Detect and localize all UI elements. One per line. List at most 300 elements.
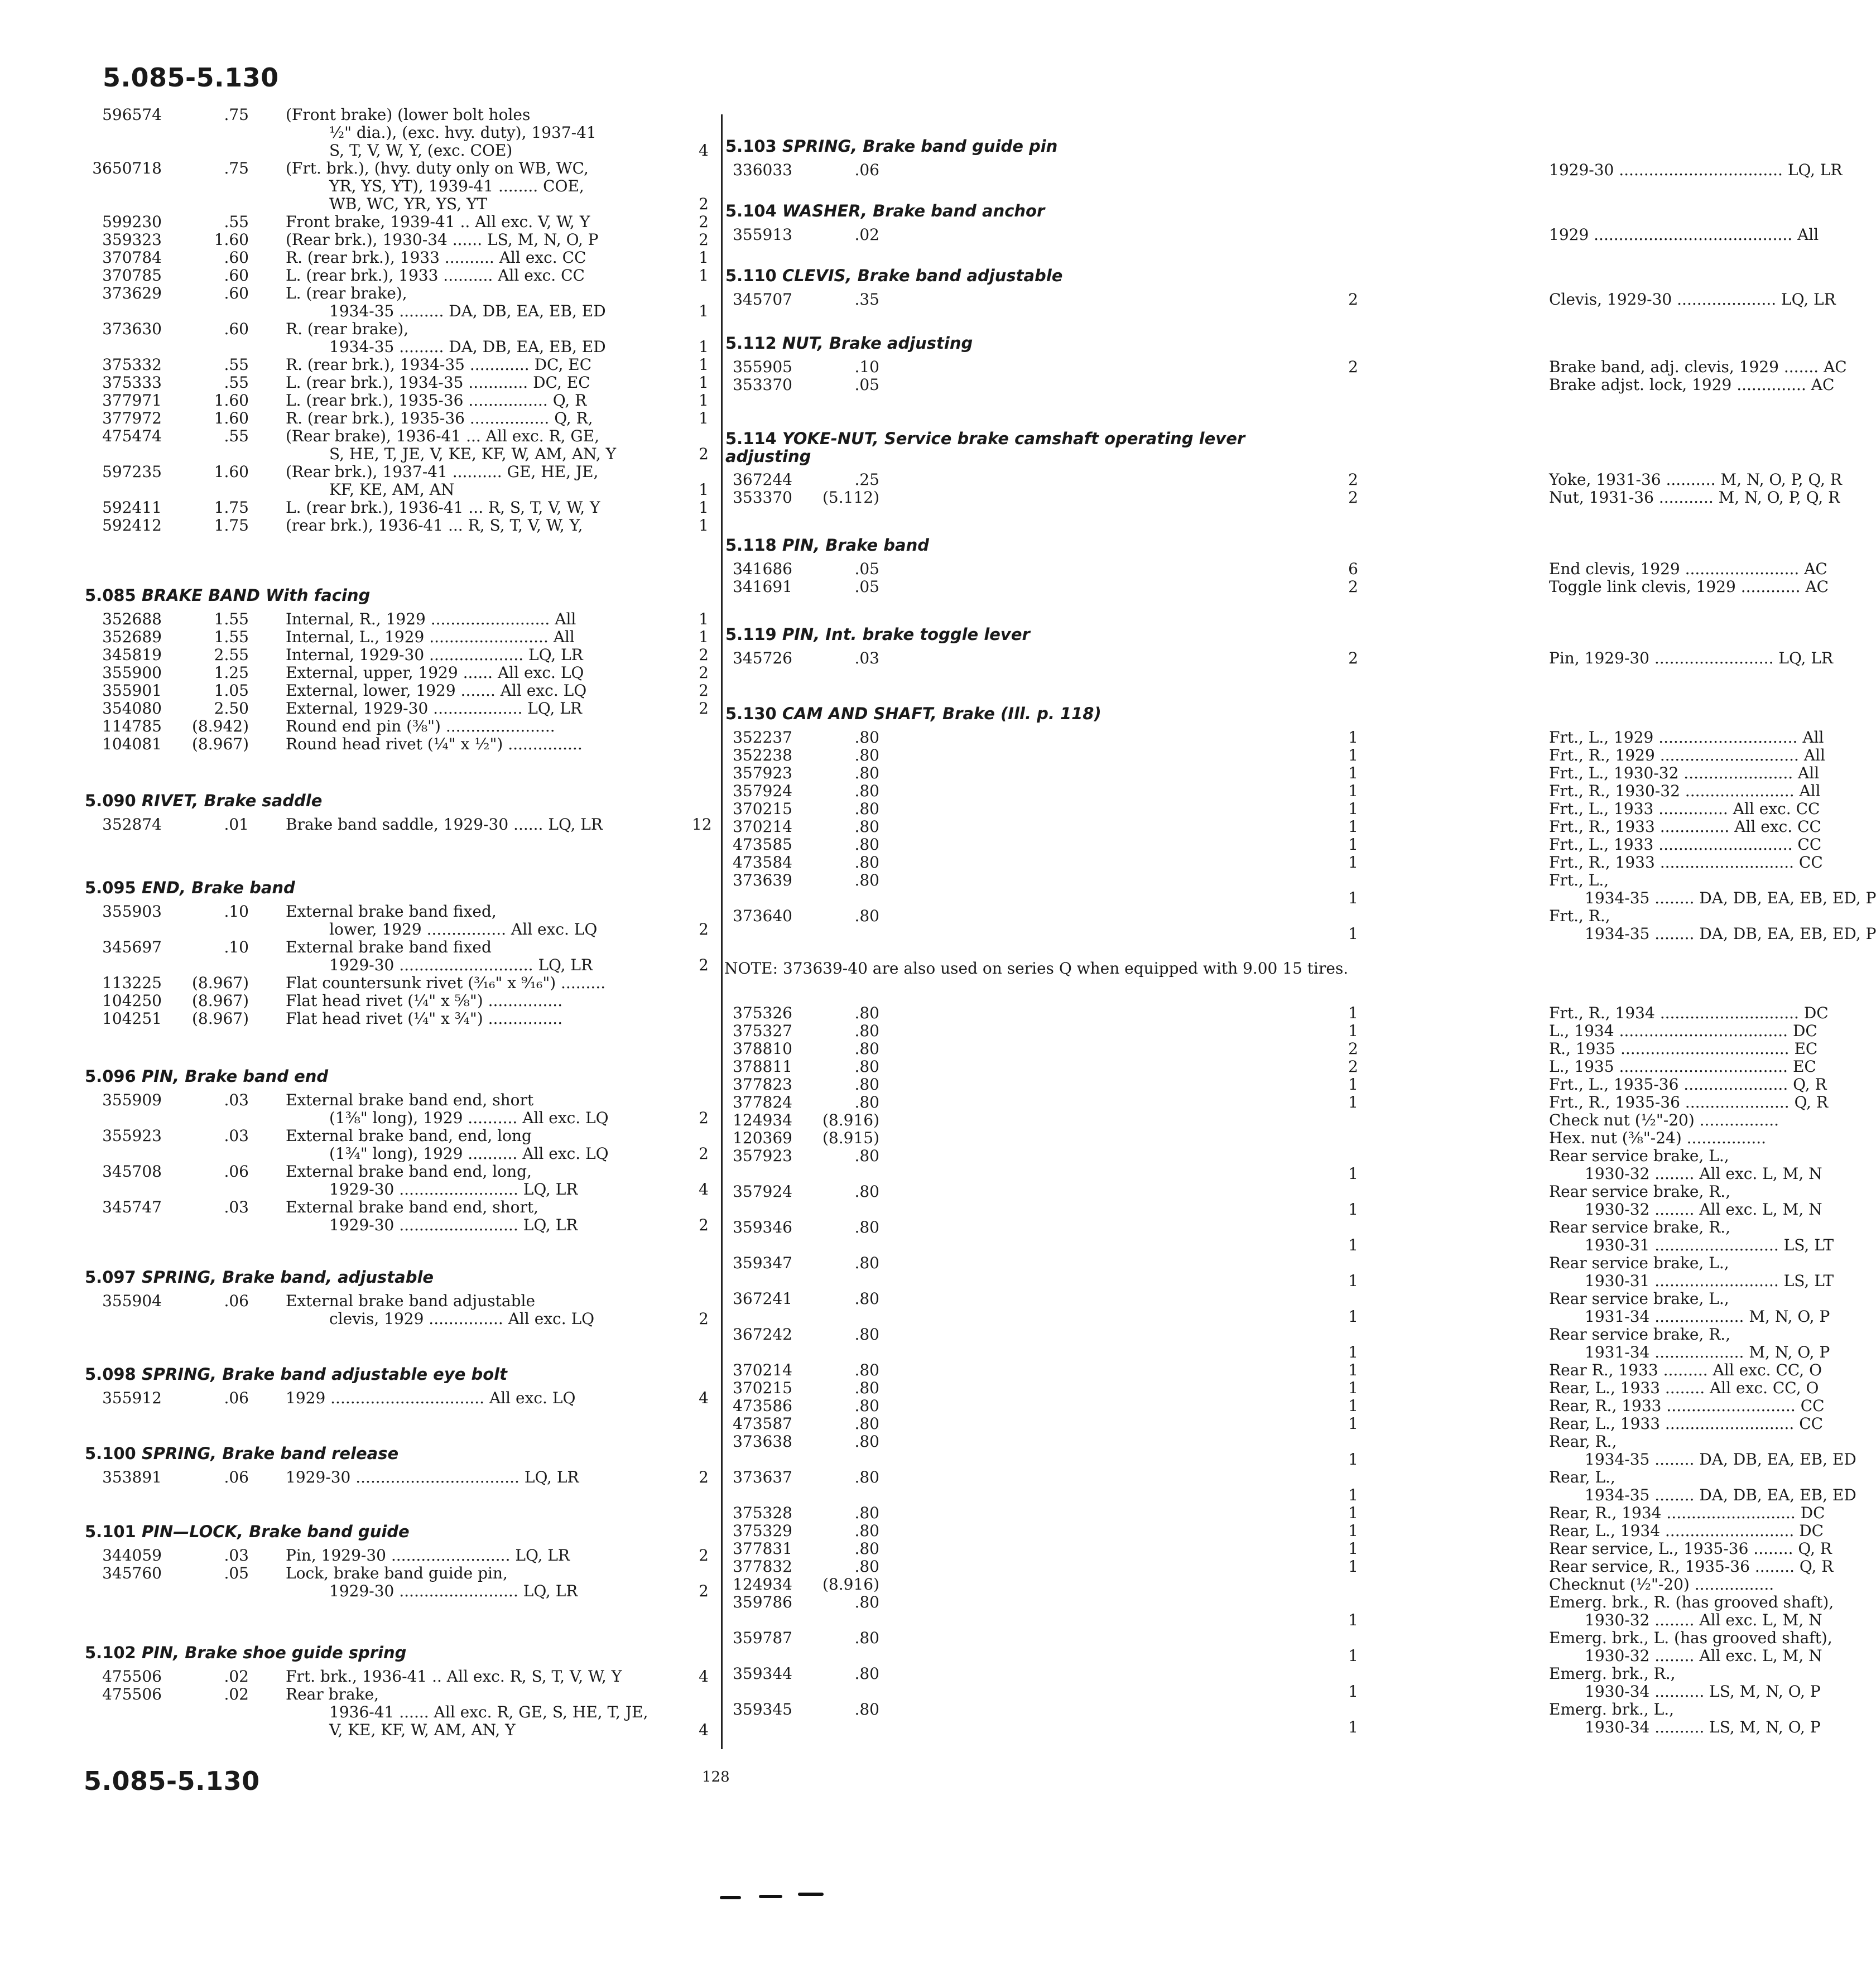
- part-number: 359786: [733, 1593, 792, 1611]
- part-quantity: 1: [1348, 1611, 1358, 1629]
- part-row: [692, 355, 1847, 376]
- part-number: 596574: [102, 105, 162, 124]
- section-code: 5.098: [85, 1365, 142, 1384]
- part-description: Rear brake,: [286, 1685, 379, 1703]
- part-price: (8.915): [822, 1129, 879, 1147]
- part-quantity: 1: [699, 338, 709, 356]
- part-number: 353370: [733, 488, 792, 507]
- part-price: .10: [224, 938, 249, 956]
- part-price: .80: [854, 1182, 879, 1201]
- section-code: 5.119: [725, 625, 782, 644]
- part-quantity: 1: [699, 248, 709, 267]
- part-price: .80: [854, 1700, 879, 1718]
- part-description: Front brake, 1939-41 .. All exc. V, W, Y: [286, 213, 590, 231]
- part-price: (8.967): [191, 1009, 249, 1028]
- part-price: .05: [854, 560, 879, 578]
- part-row: [692, 1575, 1774, 1594]
- part-description: 1929-30 ................................. LQ, LR: [286, 1468, 579, 1486]
- section-heading-5-112: [725, 334, 973, 353]
- part-number: 377831: [733, 1539, 792, 1558]
- part-description: Frt., L., 1933 ........................... CC: [1549, 835, 1822, 854]
- part-number: 377824: [733, 1093, 792, 1111]
- part-description: 1934-35 ........ DA, DB, EA, EB, ED, P: [1585, 889, 1876, 907]
- part-price: .80: [854, 1004, 879, 1022]
- part-description: Frt. brk., 1936-41 .. All exc. R, S, T, V, W, Y: [286, 1667, 622, 1686]
- part-price: 1.60: [214, 409, 249, 427]
- part-description: Brake adjst. lock, 1929 .............. AC: [1549, 376, 1835, 394]
- part-description: R. (rear brk.), 1933 .......... All exc. CC: [286, 248, 586, 267]
- part-quantity: 1: [699, 480, 709, 499]
- part-description: Rear, L., 1933 .......................... CC: [1549, 1414, 1824, 1433]
- part-description: L., 1935 .................................. EC: [1549, 1057, 1816, 1076]
- part-price: .80: [854, 1593, 879, 1611]
- part-description: WB, WC, YR, YS, YT: [329, 195, 488, 213]
- part-price: .06: [224, 1389, 249, 1407]
- part-quantity: 1: [1348, 1718, 1358, 1736]
- section-heading-5-119: [725, 625, 1030, 644]
- part-description: External brake band adjustable: [286, 1292, 536, 1310]
- part-row: [692, 815, 1821, 836]
- part-quantity: 1: [1348, 764, 1358, 782]
- part-price: .10: [224, 902, 249, 921]
- section-code: 5.118: [725, 536, 782, 555]
- part-price: .80: [854, 1468, 879, 1486]
- part-price: .80: [854, 1379, 879, 1397]
- part-row: [692, 1700, 1821, 1736]
- part-number: 120369: [733, 1129, 792, 1147]
- part-number: 375333: [102, 373, 162, 392]
- part-quantity: 6: [1348, 560, 1358, 578]
- part-description: 1930-31 ......................... LS, LT: [1585, 1272, 1834, 1290]
- part-quantity: 1: [699, 498, 709, 517]
- part-quantity: 1: [1348, 1236, 1358, 1254]
- part-row: [692, 1093, 1829, 1111]
- part-row: [692, 1022, 1817, 1040]
- part-price: 2.55: [214, 646, 249, 664]
- part-description: Rear service brake, R.,: [1549, 1325, 1731, 1344]
- part-quantity: 2: [699, 663, 709, 682]
- part-description: Rear, L., 1933 ........ All exc. CC, O: [1549, 1379, 1819, 1397]
- part-description: Emerg. brk., L. (has grooved shaft),: [1549, 1629, 1832, 1647]
- part-price: .80: [854, 728, 879, 747]
- part-row: [692, 782, 1821, 800]
- part-description: Rear R., 1933 ......... All exc. CC, O: [1549, 1361, 1822, 1379]
- part-description: Frt., R., 1935-36 ..................... Q, R: [1549, 1093, 1829, 1111]
- part-number: 373637: [733, 1468, 792, 1486]
- part-description: Rear service, L., 1935-36 ........ Q, R: [1549, 1539, 1832, 1558]
- part-quantity: 1: [1348, 1379, 1358, 1397]
- part-description: S, HE, T, JE, V, KE, KF, W, AM, AN, Y: [329, 445, 617, 463]
- part-row: [692, 488, 1840, 507]
- part-number: 377823: [733, 1075, 792, 1094]
- part-number: 370215: [733, 800, 792, 818]
- section-code: 5.110: [725, 266, 782, 285]
- part-quantity: 1: [1348, 1647, 1358, 1665]
- part-price: 1.75: [214, 498, 249, 517]
- section-title: PIN, Brake band: [782, 536, 929, 555]
- part-number: 378811: [733, 1057, 792, 1076]
- part-row: [692, 1144, 1822, 1183]
- part-quantity: 1: [1348, 800, 1358, 818]
- part-number: 345708: [102, 1162, 162, 1181]
- part-price: .02: [224, 1667, 249, 1686]
- part-description: 1930-32 ........ All exc. L, M, N: [1585, 1164, 1822, 1183]
- part-price: .03: [224, 1091, 249, 1109]
- part-quantity: 1: [1348, 1557, 1358, 1576]
- part-description: 1934-35 ........ DA, DB, EA, EB, ED: [1585, 1486, 1856, 1504]
- page-number: 128: [702, 1769, 730, 1785]
- part-price: .55: [224, 427, 249, 445]
- part-quantity: 1: [1348, 1307, 1358, 1326]
- part-quantity: 1: [699, 373, 709, 392]
- part-number: 370785: [102, 266, 162, 285]
- part-description: 1930-34 .......... LS, M, N, O, P: [1585, 1682, 1821, 1701]
- part-price: .60: [224, 320, 249, 338]
- part-number: 341691: [733, 577, 792, 596]
- part-price: .80: [854, 1522, 879, 1540]
- part-price: .05: [854, 376, 879, 394]
- part-description: Round head rivet (¼" x ½") ...............: [286, 735, 583, 753]
- part-row: [692, 1218, 1834, 1254]
- part-quantity: 4: [699, 1667, 709, 1686]
- part-quantity: 1: [1348, 1414, 1358, 1433]
- part-price: .80: [854, 1432, 879, 1451]
- part-description: Emerg. brk., L.,: [1549, 1700, 1675, 1718]
- part-quantity: 1: [699, 302, 709, 320]
- part-quantity: 1: [1348, 1075, 1358, 1094]
- scan-mark: [759, 1895, 782, 1898]
- part-description: L. (rear brk.), 1934-35 ............ DC, EC: [286, 373, 590, 392]
- part-number: 359347: [733, 1254, 792, 1272]
- part-number: 336033: [733, 161, 792, 179]
- part-number: 355909: [102, 1091, 162, 1109]
- part-row: [692, 1004, 1829, 1022]
- part-quantity: 1: [1348, 1522, 1358, 1540]
- part-quantity: 2: [1348, 577, 1358, 596]
- part-row: [692, 1075, 1827, 1094]
- part-number: 473586: [733, 1397, 792, 1415]
- part-row: [692, 1593, 1834, 1629]
- section-title: YOKE-NUT, Service brake camshaft operating lever adjusting: [725, 429, 1245, 466]
- part-price: (8.967): [191, 735, 249, 753]
- part-description: 1929-30 ................................. LQ, LR: [1549, 161, 1843, 179]
- part-row: [692, 746, 1825, 764]
- page-header: 5.085-5.130: [103, 62, 279, 93]
- part-number: 375329: [733, 1522, 792, 1540]
- part-description: Rear service brake, R.,: [1549, 1182, 1731, 1201]
- part-quantity: 2: [1348, 649, 1358, 667]
- part-description: Emerg. brk., R.,: [1549, 1664, 1676, 1683]
- part-number: 367244: [733, 470, 792, 489]
- part-description: 1934-35 ......... DA, DB, EA, EB, ED: [329, 302, 606, 320]
- part-number: 355905: [733, 358, 792, 376]
- part-quantity: 2: [1348, 488, 1358, 507]
- part-description: (rear brk.), 1936-41 ... R, S, T, V, W, Y,: [286, 516, 583, 535]
- part-number: 377971: [102, 391, 162, 410]
- part-row: [692, 577, 1829, 596]
- part-quantity: 2: [699, 1468, 709, 1486]
- part-description: Frt., L., 1935-36 ..................... Q, R: [1549, 1075, 1827, 1094]
- part-price: .80: [854, 1664, 879, 1683]
- part-number: 355904: [102, 1292, 162, 1310]
- part-price: .80: [854, 1397, 879, 1415]
- part-row: [692, 1397, 1825, 1415]
- part-row: [692, 1180, 1822, 1219]
- part-price: .06: [224, 1292, 249, 1310]
- part-description: Frt., L.,: [1549, 871, 1609, 889]
- part-quantity: 1: [1348, 1450, 1358, 1469]
- part-description: 1934-35 ......... DA, DB, EA, EB, ED: [329, 338, 606, 356]
- part-row: [692, 1557, 1834, 1576]
- part-description: Internal, 1929-30 ................... LQ, LR: [286, 646, 583, 664]
- section-title: PIN, Brake shoe guide spring: [141, 1643, 407, 1662]
- part-quantity: 2: [699, 230, 709, 249]
- part-quantity: 1: [1348, 1397, 1358, 1415]
- part-row: [692, 1379, 1819, 1397]
- part-row: [692, 1129, 1767, 1147]
- part-row: [692, 1111, 1779, 1129]
- part-number: 359345: [733, 1700, 792, 1718]
- part-number: 475506: [102, 1667, 162, 1686]
- part-row: [692, 1539, 1832, 1558]
- part-description: clevis, 1929 ............... All exc. LQ: [329, 1310, 595, 1328]
- part-row: [692, 907, 1876, 943]
- section-title: RIVET, Brake saddle: [141, 791, 323, 810]
- section-code: 5.090: [85, 791, 142, 810]
- part-number: 378810: [733, 1039, 792, 1058]
- part-description: Check nut (½"-20) ................: [1549, 1111, 1779, 1129]
- part-number: 473587: [733, 1414, 792, 1433]
- part-number: 355903: [102, 902, 162, 921]
- part-price: .80: [854, 1022, 879, 1040]
- part-quantity: 2: [1348, 1057, 1358, 1076]
- part-quantity: 2: [699, 699, 709, 718]
- part-row: [692, 853, 1823, 872]
- part-number: 373629: [102, 284, 162, 302]
- section-title: END, Brake band: [141, 878, 295, 897]
- part-row: [692, 225, 1819, 244]
- part-number: 599230: [102, 213, 162, 231]
- section-heading-5-110: [725, 266, 1062, 285]
- part-description: Brake band, adj. clevis, 1929 ....... AC: [1549, 358, 1847, 376]
- part-quantity: 2: [699, 956, 709, 974]
- scan-mark: [798, 1893, 824, 1896]
- section-title: PIN—LOCK, Brake band guide: [141, 1522, 410, 1541]
- part-description: Frt., L., 1933 .............. All exc. CC: [1549, 800, 1820, 818]
- part-description: Clevis, 1929-30 .................... LQ, LR: [1549, 290, 1836, 309]
- part-description: Internal, L., 1929 ........................ All: [286, 628, 575, 646]
- part-description: Rear, L., 1934 .......................... DC: [1549, 1522, 1824, 1540]
- part-description: 1934-35 ........ DA, DB, EA, EB, ED, P: [1585, 925, 1876, 943]
- part-price: .80: [854, 1147, 879, 1165]
- part-number: 345747: [102, 1198, 162, 1216]
- part-description: R. (rear brk.), 1935-36 ................ Q, R,: [286, 409, 593, 427]
- part-price: .80: [854, 1414, 879, 1433]
- part-price: .55: [224, 373, 249, 392]
- part-price: .25: [854, 470, 879, 489]
- part-description: 1934-35 ........ DA, DB, EA, EB, ED: [1585, 1450, 1856, 1469]
- part-description: Pin, 1929-30 ........................ LQ, LR: [286, 1546, 570, 1565]
- part-description: 1930-32 ........ All exc. L, M, N: [1585, 1647, 1822, 1665]
- section-code: 5.096: [85, 1067, 142, 1086]
- part-number: 475506: [102, 1685, 162, 1703]
- part-number: 359344: [733, 1664, 792, 1683]
- part-quantity: 1: [1348, 1022, 1358, 1040]
- part-price: .02: [224, 1685, 249, 1703]
- part-number: 355900: [102, 663, 162, 682]
- part-quantity: 2: [699, 213, 709, 231]
- section-code: 5.104: [725, 201, 782, 220]
- section-title: CLEVIS, Brake band adjustable: [782, 266, 1063, 285]
- part-price: .80: [854, 800, 879, 818]
- part-quantity: 2: [1348, 470, 1358, 489]
- part-description: R. (rear brk.), 1934-35 ............ DC, EC: [286, 355, 592, 374]
- part-row: [692, 728, 1824, 747]
- part-price: .80: [854, 1218, 879, 1236]
- part-description: Rear, R., 1933 .......................... CC: [1549, 1397, 1825, 1415]
- part-price: (8.967): [191, 974, 249, 992]
- part-description: External brake band end, short: [286, 1091, 534, 1109]
- part-description: Pin, 1929-30 ........................ LQ, LR: [1549, 649, 1834, 667]
- part-price: .06: [224, 1468, 249, 1486]
- part-number: 353891: [102, 1468, 162, 1486]
- part-number: 355912: [102, 1389, 162, 1407]
- part-price: 1.60: [214, 391, 249, 410]
- part-row: [692, 649, 1834, 667]
- part-description: 1929-30 ........................... LQ, LR: [329, 956, 593, 974]
- part-number: 473584: [733, 853, 792, 872]
- part-price: .55: [224, 355, 249, 374]
- part-number: 592411: [102, 498, 162, 517]
- part-description: Frt., L., 1930-32 ...................... All: [1549, 764, 1820, 782]
- part-price: .75: [224, 159, 249, 177]
- part-description: Frt., R., 1933 ........................... CC: [1549, 853, 1823, 872]
- part-price: 1.55: [214, 628, 249, 646]
- part-description: (Rear brk.), 1937-41 .......... GE, HE, JE,: [286, 463, 599, 481]
- part-row: [692, 1414, 1824, 1433]
- part-description: Emerg. brk., R. (has grooved shaft),: [1549, 1593, 1834, 1611]
- part-description: External brake band fixed: [286, 938, 492, 956]
- part-description: External, upper, 1929 ...... All exc. LQ: [286, 663, 584, 682]
- part-number: 473585: [733, 835, 792, 854]
- part-description: Rear, R., 1934 .......................... DC: [1549, 1504, 1825, 1522]
- section-title: SPRING, Brake band adjustable eye bolt: [141, 1365, 507, 1384]
- part-price: .80: [854, 746, 879, 764]
- section-heading-5-118: [725, 536, 929, 555]
- part-price: (8.967): [191, 991, 249, 1010]
- part-number: 345819: [102, 646, 162, 664]
- part-quantity: 1: [1348, 853, 1358, 872]
- part-number: 354080: [102, 699, 162, 718]
- part-price: .60: [224, 284, 249, 302]
- part-description: Frt., R., 1933 .............. All exc. CC: [1549, 817, 1821, 836]
- part-description: Brake band saddle, 1929-30 ...... LQ, LR: [286, 815, 603, 834]
- part-description: 1930-32 ........ All exc. L, M, N: [1585, 1200, 1822, 1219]
- part-description: Rear, R.,: [1549, 1432, 1617, 1451]
- part-number: 345707: [733, 290, 792, 309]
- section-code: 5.085: [85, 586, 142, 605]
- section-title: NUT, Brake adjusting: [782, 334, 973, 353]
- part-quantity: 2: [699, 646, 709, 664]
- part-number: 370784: [102, 248, 162, 267]
- part-description: (1¾" long), 1929 .......... All exc. LQ: [329, 1144, 609, 1163]
- section-code: 5.101: [85, 1522, 142, 1541]
- part-price: .80: [854, 1325, 879, 1344]
- part-quantity: 2: [699, 920, 709, 938]
- section-code: 5.103: [725, 137, 782, 156]
- part-price: .80: [854, 1039, 879, 1058]
- part-row: [692, 1289, 1830, 1326]
- part-row: [692, 560, 1827, 578]
- part-quantity: 2: [1348, 1039, 1358, 1058]
- part-description: L. (rear brake),: [286, 284, 407, 302]
- part-quantity: 4: [699, 141, 709, 160]
- part-row: [692, 290, 1836, 309]
- part-description: Frt., R., 1930-32 ...................... All: [1549, 782, 1821, 800]
- part-description: Lock, brake band guide pin,: [286, 1564, 508, 1582]
- part-number: 359346: [733, 1218, 792, 1236]
- part-number: 353370: [733, 376, 792, 394]
- part-number: 352688: [102, 610, 162, 628]
- part-price: 1.60: [214, 463, 249, 481]
- part-number: 352238: [733, 746, 792, 764]
- part-description: 1929-30 ........................ LQ, LR: [329, 1582, 578, 1600]
- part-quantity: 2: [1348, 358, 1358, 376]
- section-code: 5.130: [725, 704, 782, 723]
- section-title: PIN, Brake band end: [141, 1067, 329, 1086]
- part-price: 1.55: [214, 610, 249, 628]
- section-title: WASHER, Brake band anchor: [782, 201, 1045, 220]
- page-footer: 5.085-5.130: [84, 1766, 260, 1796]
- part-row: [692, 1039, 1818, 1058]
- part-quantity: 1: [1348, 1539, 1358, 1558]
- part-description: Flat countersunk rivet (³⁄₁₆" x ⁹⁄₁₆") .........: [286, 974, 606, 992]
- part-description: External brake band fixed,: [286, 902, 497, 921]
- part-quantity: 2: [1348, 290, 1358, 309]
- part-number: 367241: [733, 1289, 792, 1308]
- part-description: YR, YS, YT), 1939-41 ........ COE,: [329, 177, 584, 195]
- cam-shaft-note: NOTE: 373639-40 are also used on series Q when equipped with 9.00 15 tires.: [724, 959, 1349, 978]
- part-description: Frt., R.,: [1549, 907, 1610, 925]
- part-quantity: 1: [1348, 1361, 1358, 1379]
- part-quantity: 1: [1348, 1200, 1358, 1219]
- part-quantity: 1: [1348, 782, 1358, 800]
- part-price: .01: [224, 815, 249, 834]
- part-row: [692, 835, 1822, 854]
- part-number: 124934: [733, 1111, 792, 1129]
- part-description: L. (rear brk.), 1936-41 ... R, S, T, V, W, Y: [286, 498, 600, 517]
- part-price: .80: [854, 853, 879, 872]
- part-row: [692, 1432, 1856, 1469]
- part-number: 377832: [733, 1557, 792, 1576]
- part-price: .80: [854, 1361, 879, 1379]
- part-price: 1.75: [214, 516, 249, 535]
- part-description: Round end pin (⅜") ......................: [286, 717, 555, 735]
- part-price: .80: [854, 1557, 879, 1576]
- part-price: (8.916): [822, 1111, 879, 1129]
- part-description: External, lower, 1929 ....... All exc. LQ: [286, 681, 587, 700]
- part-quantity: 1: [1348, 835, 1358, 854]
- part-number: 367242: [733, 1325, 792, 1344]
- part-price: .80: [854, 1629, 879, 1647]
- part-quantity: 2: [699, 445, 709, 463]
- part-number: 357924: [733, 782, 792, 800]
- part-description: Flat head rivet (¼" x ⅝") ...............: [286, 991, 563, 1010]
- section-code: 5.095: [85, 878, 142, 897]
- section-code: 5.100: [85, 1444, 142, 1463]
- part-description: 1931-34 .................. M, N, O, P: [1585, 1307, 1830, 1326]
- part-quantity: 1: [1348, 1272, 1358, 1290]
